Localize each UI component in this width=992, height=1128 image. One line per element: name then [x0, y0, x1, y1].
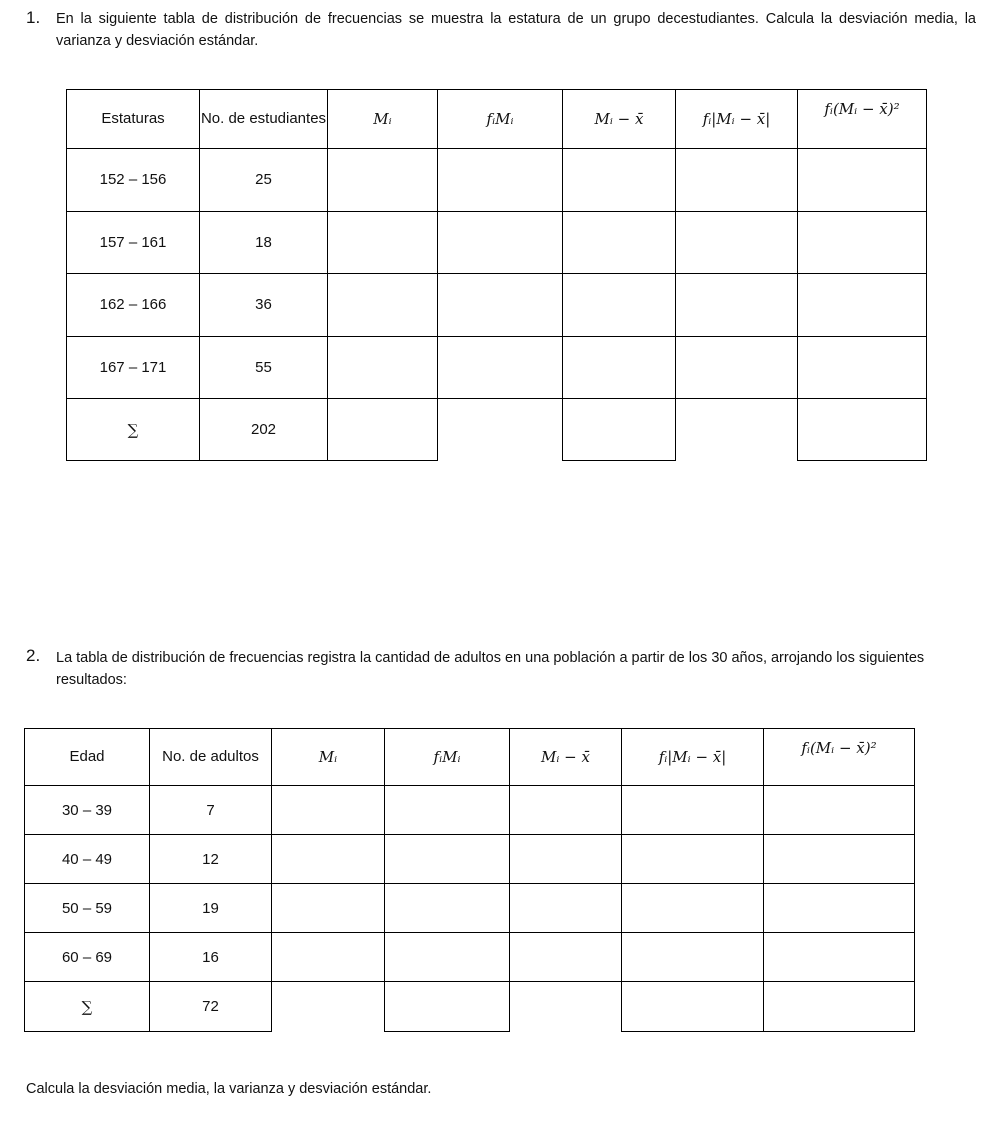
header-cell: fᵢ(Mᵢ − x̄)²: [798, 90, 927, 149]
empty-cell[interactable]: [798, 274, 927, 337]
empty-cell[interactable]: [764, 982, 915, 1032]
interval-cell: 60 – 69: [25, 933, 150, 982]
interval-cell: 30 – 39: [25, 786, 150, 835]
frequency-cell: 19: [150, 884, 272, 933]
empty-cell[interactable]: [764, 933, 915, 982]
empty-cell[interactable]: [622, 933, 764, 982]
frequency-cell: 12: [150, 835, 272, 884]
interval-cell: 167 – 171: [67, 336, 200, 399]
frequency-table-heights: [66, 89, 927, 461]
closing-instruction: Calcula la desviación media, la varianza y desviación estándar.: [26, 1081, 432, 1097]
empty-cell[interactable]: [510, 786, 622, 835]
interval-cell: 50 – 59: [25, 884, 150, 933]
empty-cell[interactable]: [328, 149, 438, 212]
header-cell: No. de estudiantes: [200, 90, 328, 149]
table-row: [25, 933, 915, 982]
table-row: [67, 336, 927, 399]
empty-cell[interactable]: [438, 274, 563, 337]
empty-cell: [438, 399, 563, 461]
table-row: [25, 786, 915, 835]
empty-cell[interactable]: [272, 786, 385, 835]
header-cell: Estaturas: [67, 90, 200, 149]
header-cell: Mᵢ: [272, 729, 385, 786]
empty-cell[interactable]: [764, 884, 915, 933]
problem-2-number: 2.: [26, 646, 41, 665]
interval-cell: 162 – 166: [67, 274, 200, 337]
sum-value-cell: 202: [200, 399, 328, 461]
empty-cell: [676, 399, 798, 461]
frequency-table-ages: [24, 728, 915, 1032]
empty-cell[interactable]: [622, 982, 764, 1032]
empty-cell[interactable]: [676, 149, 798, 212]
frequency-cell: 55: [200, 336, 328, 399]
empty-cell[interactable]: [676, 336, 798, 399]
empty-cell[interactable]: [798, 399, 927, 461]
table-row: [67, 149, 927, 212]
empty-cell[interactable]: [328, 336, 438, 399]
table-row: [25, 884, 915, 933]
header-cell: Mᵢ: [328, 90, 438, 149]
empty-cell[interactable]: [798, 149, 927, 212]
empty-cell: [510, 982, 622, 1032]
empty-cell[interactable]: [563, 149, 676, 212]
interval-cell: 152 – 156: [67, 149, 200, 212]
table-row: [67, 274, 927, 337]
empty-cell[interactable]: [385, 835, 510, 884]
empty-cell[interactable]: [328, 211, 438, 274]
empty-cell[interactable]: [563, 211, 676, 274]
header-cell: Mᵢ − x̄: [510, 729, 622, 786]
empty-cell[interactable]: [798, 336, 927, 399]
empty-cell[interactable]: [510, 884, 622, 933]
empty-cell[interactable]: [272, 933, 385, 982]
empty-cell[interactable]: [438, 149, 563, 212]
empty-cell: [272, 982, 385, 1032]
empty-cell[interactable]: [622, 835, 764, 884]
table-row: [67, 211, 927, 274]
empty-cell[interactable]: [563, 336, 676, 399]
problem-1-number: 1.: [26, 8, 41, 27]
empty-cell[interactable]: [563, 399, 676, 461]
empty-cell[interactable]: [438, 336, 563, 399]
header-cell: fᵢ|Mᵢ − x̄|: [676, 90, 798, 149]
empty-cell[interactable]: [272, 884, 385, 933]
frequency-cell: 25: [200, 149, 328, 212]
empty-cell[interactable]: [385, 786, 510, 835]
empty-cell[interactable]: [510, 835, 622, 884]
sum-row: [67, 399, 927, 461]
header-cell: fᵢ|Mᵢ − x̄|: [622, 729, 764, 786]
empty-cell[interactable]: [622, 786, 764, 835]
problem-2-text: La tabla de distribución de frecuencias registra la cantidad de adultos en una población a partir de los 30 años, arrojando los siguientes resultados:: [56, 650, 925, 688]
empty-cell[interactable]: [764, 786, 915, 835]
empty-cell[interactable]: [272, 835, 385, 884]
frequency-cell: 16: [150, 933, 272, 982]
problem-1-text: En la siguiente tabla de distribución de frecuencias se muestra la estatura de un grupo decestudiantes. Calcula la desviación media, la varianza y desviación estándar.: [56, 11, 976, 49]
sum-label-cell: ∑: [67, 399, 200, 461]
frequency-cell: 7: [150, 786, 272, 835]
empty-cell[interactable]: [328, 399, 438, 461]
header-cell: fᵢ(Mᵢ − x̄)²: [764, 729, 915, 786]
table-header-row: [67, 90, 927, 149]
empty-cell[interactable]: [438, 211, 563, 274]
header-cell: fᵢMᵢ: [385, 729, 510, 786]
sum-row: [25, 982, 915, 1032]
sum-value-cell: 72: [150, 982, 272, 1032]
empty-cell[interactable]: [764, 835, 915, 884]
table-header-row: [25, 729, 915, 786]
empty-cell[interactable]: [798, 211, 927, 274]
empty-cell[interactable]: [385, 933, 510, 982]
header-cell: No. de adultos: [150, 729, 272, 786]
empty-cell[interactable]: [563, 274, 676, 337]
empty-cell[interactable]: [510, 933, 622, 982]
interval-cell: 40 – 49: [25, 835, 150, 884]
frequency-cell: 36: [200, 274, 328, 337]
header-cell: fᵢMᵢ: [438, 90, 563, 149]
header-cell: Mᵢ − x̄: [563, 90, 676, 149]
empty-cell[interactable]: [385, 982, 510, 1032]
table-row: [25, 835, 915, 884]
header-cell: Edad: [25, 729, 150, 786]
sum-label-cell: ∑: [25, 982, 150, 1032]
empty-cell[interactable]: [622, 884, 764, 933]
empty-cell[interactable]: [676, 211, 798, 274]
frequency-cell: 18: [200, 211, 328, 274]
empty-cell[interactable]: [676, 274, 798, 337]
interval-cell: 157 – 161: [67, 211, 200, 274]
empty-cell[interactable]: [328, 274, 438, 337]
empty-cell[interactable]: [385, 884, 510, 933]
